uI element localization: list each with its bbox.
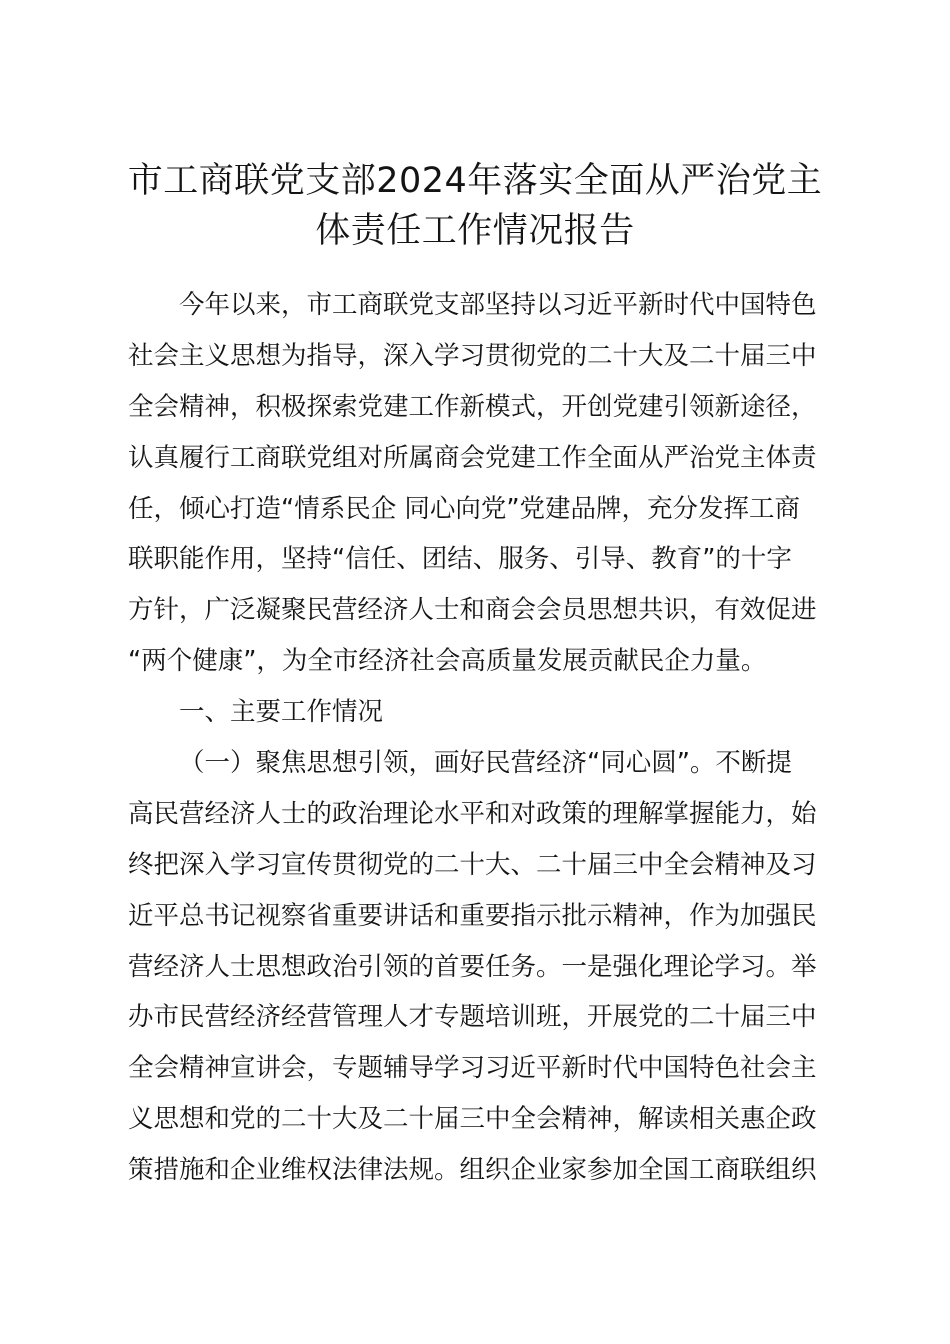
- paragraph-section-line: 终把深入学习宣传贯彻党的二十大、二十届三中全会精神及习: [128, 849, 817, 880]
- paragraph-intro-line: 社会主义思想为指导，深入学习贯彻党的二十大及二十届三中: [128, 340, 817, 371]
- paragraph-section-line: 策措施和企业维权法律法规。组织企业家参加全国工商联组织: [128, 1155, 817, 1186]
- section-heading: 一、主要工作情况: [179, 697, 384, 728]
- report-title-line-2: 体责任工作情况报告: [315, 211, 635, 251]
- paragraph-section-line: 办市民营经济经营管理人才专题培训班，开展党的二十届三中: [128, 1002, 817, 1033]
- paragraph-intro-line: 方针，广泛凝聚民营经济人士和商会会员思想共识，有效促进: [128, 595, 817, 626]
- paragraph-section-line: 营经济人士思想政治引领的首要任务。一是强化理论学习。举: [128, 951, 817, 982]
- paragraph-section-line: 义思想和党的二十大及二十届三中全会精神，解读相关惠企政: [128, 1104, 817, 1135]
- paragraph-section-line: （一）聚焦思想引领，画好民营经济“同心圆”。不断提: [179, 748, 792, 779]
- paragraph-intro-line: 全会精神，积极探索党建工作新模式，开创党建引领新途径，: [128, 391, 817, 422]
- paragraph-intro-line: “两个健康”，为全市经济社会高质量发展贡献民企力量。: [128, 646, 767, 677]
- paragraph-intro-line: 联职能作用，坚持“信任、团结、服务、引导、教育”的十字: [128, 544, 792, 575]
- paragraph-section-line: 近平总书记视察省重要讲话和重要指示批示精神，作为加强民: [128, 900, 817, 931]
- paragraph-section-line: 高民营经济人士的政治理论水平和对政策的理解掌握能力，始: [128, 798, 817, 829]
- report-body: [128, 280, 834, 1196]
- paragraph-intro-line: 认真履行工商联党组对所属商会党建工作全面从严治党主体责: [128, 442, 817, 473]
- report-title-line-1: 市工商联党支部2024年落实全面从严治党主: [127, 161, 823, 201]
- paragraph-intro-line: 今年以来，市工商联党支部坚持以习近平新时代中国特色: [179, 290, 817, 320]
- paragraph-intro-line: 任，倾心打造“情系民企 同心向党”党建品牌，充分发挥工商: [128, 493, 801, 524]
- paragraph-section-line: 全会精神宣讲会，专题辅导学习习近平新时代中国特色社会主: [128, 1053, 817, 1084]
